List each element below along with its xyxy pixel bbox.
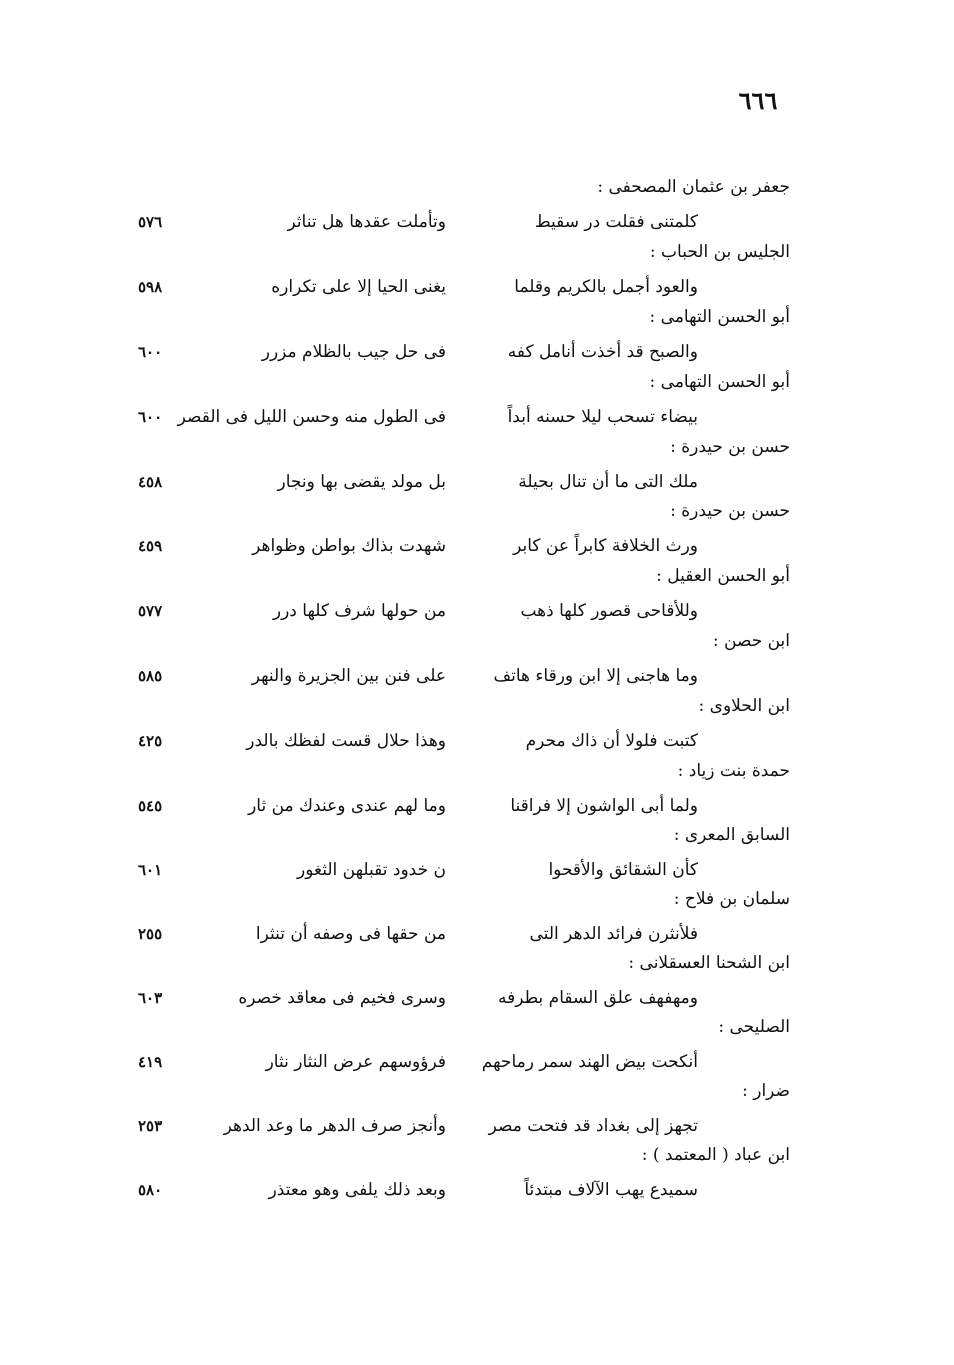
second-hemistich: فى حل جيب بالظلام مزرر <box>261 342 446 362</box>
verse-line <box>0 1174 954 1214</box>
poet-name: أبو الحسن التهامى : <box>649 372 790 392</box>
poet-name: الصليحى : <box>718 1017 790 1037</box>
second-hemistich: وما لهم عندى وعندك من ثار <box>248 796 446 816</box>
poet-name: أبو الحسن العقيل : <box>656 566 790 586</box>
first-hemistich: كأن الشقائق والأقحوا <box>548 860 698 880</box>
first-hemistich: ولما أبى الواشون إلا فراقنا <box>510 796 698 816</box>
page-reference: ٥٩٨ <box>138 278 163 296</box>
poet-name: ابن الحلاوى : <box>698 696 790 716</box>
first-hemistich: وما هاجنى إلا ابن ورقاء هاتف <box>493 666 698 686</box>
second-hemistich: من حولها شرف كلها درر <box>272 601 446 621</box>
first-hemistich: ملك التى ما أن تنال بحيلة <box>518 472 698 492</box>
page-number: ٦٦٦ <box>738 86 778 115</box>
poet-name: حسن بن حيدرة : <box>670 437 790 457</box>
poet-name: ابن عباد ( المعتمد ) : <box>641 1145 790 1165</box>
page-reference: ٤٢٥ <box>138 732 163 750</box>
second-hemistich: على فنن بين الجزيرة والنهر <box>251 666 446 686</box>
second-hemistich: ن خدود تقبلهن الثغور <box>297 860 446 880</box>
page-reference: ٥٨٠ <box>138 1181 163 1199</box>
poet-name: ابن حصن : <box>712 631 790 651</box>
index-entry <box>0 1140 954 1271</box>
second-hemistich: من حقها فى وصفه أن تنثرا <box>255 924 446 944</box>
page-reference: ٥٤٥ <box>138 797 163 815</box>
second-hemistich: فى الطول منه وحسن الليل فى القصر <box>177 407 446 427</box>
first-hemistich: سميدع يهب الآلاف مبتدئاً <box>524 1180 698 1200</box>
page-reference: ٤١٩ <box>138 1053 163 1071</box>
second-hemistich: فرؤوسهم عرض النثار نثار <box>265 1052 446 1072</box>
page-reference: ٤٥٨ <box>138 473 163 491</box>
poet-name: ابن الشحنا العسقلانى : <box>628 953 790 973</box>
poet-name: الجليس بن الحباب : <box>649 242 790 262</box>
page-reference: ٥٧٧ <box>138 602 163 620</box>
second-hemistich: بل مولد يقضى بها ونجار <box>277 472 446 492</box>
poet-name: السابق المعرى : <box>673 825 790 845</box>
poet-name: ضرار : <box>742 1081 790 1101</box>
page-reference: ٤٥٩ <box>138 537 163 555</box>
second-hemistich: وسرى فخيم فى معاقد خصره <box>238 988 446 1008</box>
first-hemistich: فلأنثرن فرائد الدهر التى <box>529 924 698 944</box>
second-hemistich: وتأملت عقدها هل تناثر <box>287 212 446 232</box>
poet-name: أبو الحسن التهامى : <box>649 307 790 327</box>
first-hemistich: أنكحت بيض الهند سمر رماحهم <box>481 1052 698 1072</box>
page-reference: ٥٧٦ <box>138 213 163 231</box>
first-hemistich: تجهز إلى بغداد قد فتحت مصر <box>488 1116 698 1136</box>
first-hemistich: والصبح قد أخذت أنامل كفه <box>507 342 698 362</box>
first-hemistich: والعود أجمل بالكريم وقلما <box>514 277 698 297</box>
first-hemistich: وللأقاحى قصور كلها ذهب <box>520 601 698 621</box>
page-reference: ٦٠٣ <box>138 989 163 1007</box>
first-hemistich: كتبت فلولا أن ذاك محرم <box>525 731 698 751</box>
page-reference: ٦٠٠ <box>138 408 163 426</box>
second-hemistich: شهدت بذاك بواطن وظواهر <box>252 536 446 556</box>
poet-name: حسن بن حيدرة : <box>670 501 790 521</box>
second-hemistich: وبعد ذلك يلفى وهو معتذر <box>268 1180 446 1200</box>
second-hemistich: يغنى الحيا إلا على تكراره <box>271 277 446 297</box>
page-reference: ٦٠٠ <box>138 343 163 361</box>
page-reference: ٥٨٥ <box>138 667 163 685</box>
page-reference: ٦٠١ <box>138 861 163 879</box>
poet-name: جعفر بن عثمان المصحفى : <box>597 177 790 197</box>
second-hemistich: وأنجز صرف الدهر ما وعد الدهر <box>223 1116 446 1136</box>
page-reference: ٢٥٥ <box>138 925 163 943</box>
second-hemistich: وهذا حلال قست لفظك بالدر <box>246 731 446 751</box>
first-hemistich: كلمتنى فقلت در سقيط <box>534 212 698 232</box>
page-reference: ٢٥٣ <box>138 1117 163 1135</box>
first-hemistich: ومهفهف علق السقام بطرفه <box>497 988 698 1008</box>
poet-name: سلمان بن فلاح : <box>673 889 790 909</box>
poet-name: حمدة بنت زياد : <box>677 761 790 781</box>
first-hemistich: بيضاء تسحب ليلا حسنه أبداً <box>507 407 698 427</box>
first-hemistich: ورث الخلافة كابراً عن كابر <box>513 536 698 556</box>
